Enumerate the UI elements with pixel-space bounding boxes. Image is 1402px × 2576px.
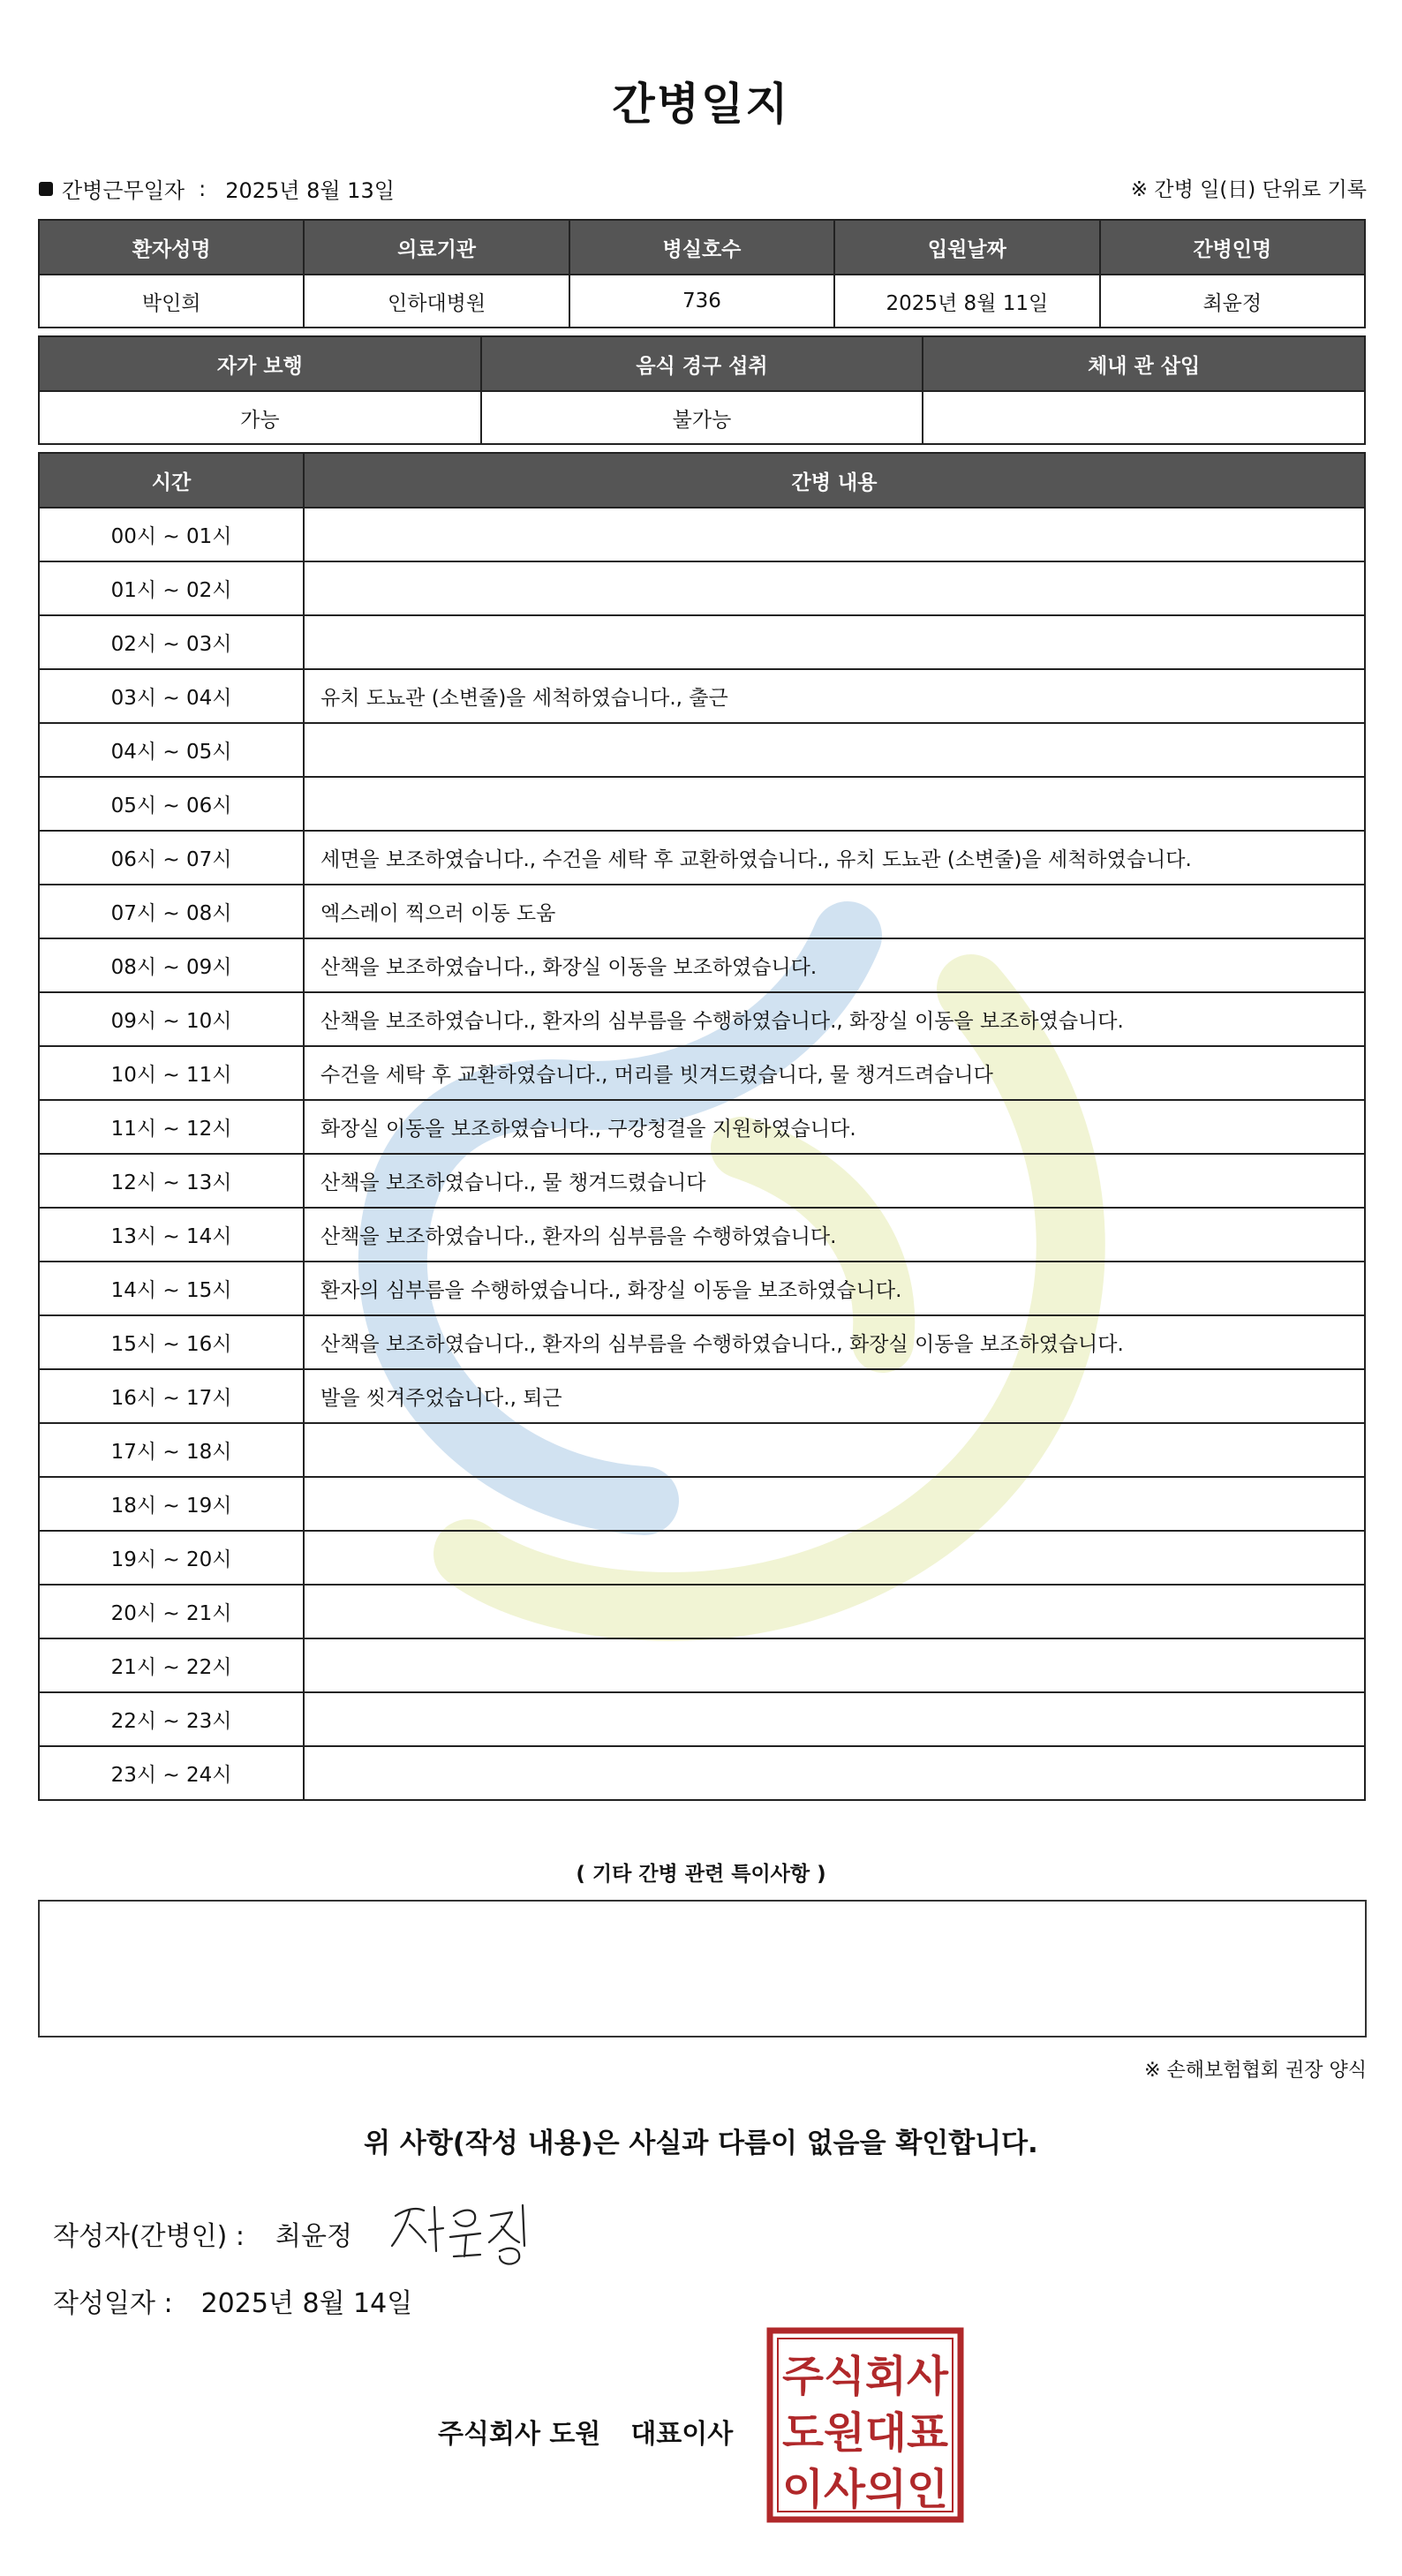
work-date-colon: : [199,176,207,201]
care-content [304,1692,1365,1746]
time-slot: 01시 ~ 02시 [39,561,304,615]
care-content: 산책을 보조하였습니다., 환자의 심부름을 수행하였습니다., 화장실 이동을 보조하였습니다. [304,1315,1365,1369]
time-slot: 07시 ~ 08시 [39,885,304,938]
timetable-header-row [39,453,1365,508]
header-tube-insertion: 체내 관 삽입 [923,336,1365,391]
time-slot: 05시 ~ 06시 [39,777,304,831]
time-slot: 02시 ~ 03시 [39,615,304,669]
patient-info-table [38,219,1366,328]
time-slot: 03시 ~ 04시 [39,669,304,723]
written-date-value: 2025년 8월 14일 [200,2288,413,2319]
time-slot: 11시 ~ 12시 [39,1100,304,1154]
timetable-row [39,1423,1365,1477]
timetable-row [39,1262,1365,1315]
value-room: 736 [569,275,834,328]
timetable-row [39,938,1365,992]
timetable-row [39,885,1365,938]
seal-text [782,2352,949,2514]
company-rep: 대표이사 [630,2419,734,2450]
timetable-row [39,723,1365,777]
time-slot: 10시 ~ 11시 [39,1046,304,1100]
value-tube-insertion [923,391,1365,444]
time-slot: 21시 ~ 22시 [39,1638,304,1692]
timetable-body [39,508,1365,1800]
company-seal-stamp [766,2327,964,2523]
page-title: 간병일지 [612,79,790,130]
notes-box [38,1900,1367,2037]
time-slot: 08시 ~ 09시 [39,938,304,992]
time-slot: 09시 ~ 10시 [39,992,304,1046]
timetable-row [39,1208,1365,1262]
timetable-row [39,1585,1365,1638]
timetable-row [39,1046,1365,1100]
handwritten-signature [388,2189,539,2269]
patient-info-header-row [39,220,1365,275]
time-slot: 22시 ~ 23시 [39,1692,304,1746]
seal-line: 도원대표 [782,2408,949,2458]
timetable-row [39,1477,1365,1531]
timetable-row [39,1154,1365,1208]
time-slot: 15시 ~ 16시 [39,1315,304,1369]
header-room: 병실호수 [569,220,834,275]
timetable-row [39,831,1365,885]
time-slot: 19시 ~ 20시 [39,1531,304,1585]
care-content: 세면을 보조하였습니다., 수건을 세탁 후 교환하였습니다., 유치 도뇨관 (소변줄)을 세척하였습니다. [304,831,1365,885]
seal-line: 주식회사 [782,2352,949,2401]
care-content: 산책을 보조하였습니다., 물 챙겨드렸습니다 [304,1154,1365,1208]
care-content: 산책을 보조하였습니다., 화장실 이동을 보조하였습니다. [304,938,1365,992]
care-content: 엑스레이 찍으러 이동 도움 [304,885,1365,938]
header-care-content: 간병 내용 [304,453,1365,508]
care-content: 산책을 보조하였습니다., 환자의 심부름을 수행하였습니다. [304,1208,1365,1262]
writer-line [53,2214,352,2253]
patient-info-value-row [39,275,1365,328]
header-patient-name: 환자성명 [39,220,304,275]
value-admission-date: 2025년 8월 11일 [834,275,1099,328]
care-content: 수건을 세탁 후 교환하였습니다., 머리를 빗겨드렸습니다, 물 챙겨드려습니다 [304,1046,1365,1100]
writer-label: 작성자(간병인) : [53,2221,245,2252]
work-date [39,173,395,204]
header-time: 시간 [39,453,304,508]
bullet-icon [39,182,53,196]
time-slot: 12시 ~ 13시 [39,1154,304,1208]
patient-status-value-row [39,391,1365,444]
timetable-row [39,1369,1365,1423]
care-content: 환자의 심부름을 수행하였습니다., 화장실 이동을 보조하였습니다. [304,1262,1365,1315]
time-slot: 16시 ~ 17시 [39,1369,304,1423]
care-content [304,1477,1365,1531]
care-content [304,615,1365,669]
time-slot: 13시 ~ 14시 [39,1208,304,1262]
value-hospital: 인하대병원 [304,275,569,328]
value-self-walking: 가능 [39,391,481,444]
time-slot: 00시 ~ 01시 [39,508,304,561]
time-slot: 23시 ~ 24시 [39,1746,304,1800]
unit-note: ※ 간병 일(日) 단위로 기록 [1130,178,1367,201]
work-date-label: 간병근무일자 [62,178,185,203]
written-date-line [53,2281,412,2320]
care-content [304,1585,1365,1638]
value-patient-name: 박인희 [39,275,304,328]
writer-name: 최윤정 [275,2221,352,2252]
care-content [304,1746,1365,1800]
seal-line: 이사의인 [782,2465,948,2514]
timetable-row [39,992,1365,1046]
care-content: 유치 도뇨관 (소변줄)을 세척하였습니다., 출근 [304,669,1365,723]
time-slot: 14시 ~ 15시 [39,1262,304,1315]
company-name: 주식회사 도원 [438,2419,601,2450]
header-hospital: 의료기관 [304,220,569,275]
care-content [304,1638,1365,1692]
time-slot: 06시 ~ 07시 [39,831,304,885]
timetable-row [39,615,1365,669]
company-line [438,2412,733,2451]
patient-status-table [38,335,1366,445]
care-timetable [38,452,1366,1801]
timetable-row [39,1100,1365,1154]
timetable-row [39,508,1365,561]
timetable-row [39,777,1365,831]
timetable-row [39,1531,1365,1585]
care-content [304,723,1365,777]
care-content [304,1531,1365,1585]
header-oral-intake: 음식 경구 섭취 [481,336,923,391]
care-content: 발을 씻겨주었습니다., 퇴근 [304,1369,1365,1423]
care-content [304,508,1365,561]
care-content [304,561,1365,615]
timetable-row [39,1692,1365,1746]
written-date-label: 작성일자 : [53,2288,173,2319]
care-content: 산책을 보조하였습니다., 환자의 심부름을 수행하였습니다., 화장실 이동을 보조하였습니다. [304,992,1365,1046]
value-oral-intake: 불가능 [481,391,923,444]
time-slot: 18시 ~ 19시 [39,1477,304,1531]
timetable-row [39,1638,1365,1692]
time-slot: 20시 ~ 21시 [39,1585,304,1638]
patient-status-header-row [39,336,1365,391]
notes-title: ( 기타 간병 관련 특이사항 ) [576,1863,826,1886]
header-caregiver: 간병인명 [1100,220,1365,275]
confirmation-statement: 위 사항(작성 내용)은 사실과 다름이 없음을 확인합니다. [364,2128,1038,2159]
value-caregiver: 최윤정 [1100,275,1365,328]
timetable-row [39,561,1365,615]
form-note: ※ 손해보험협회 권장 양식 [1144,2060,1367,2082]
timetable-row [39,1746,1365,1800]
header-self-walking: 자가 보행 [39,336,481,391]
header-admission-date: 입원날짜 [834,220,1099,275]
timetable-row [39,1315,1365,1369]
care-content [304,777,1365,831]
care-content: 화장실 이동을 보조하였습니다., 구강청결을 지원하였습니다. [304,1100,1365,1154]
time-slot: 04시 ~ 05시 [39,723,304,777]
work-date-value: 2025년 8월 13일 [225,178,395,203]
time-slot: 17시 ~ 18시 [39,1423,304,1477]
care-content [304,1423,1365,1477]
timetable-row [39,669,1365,723]
